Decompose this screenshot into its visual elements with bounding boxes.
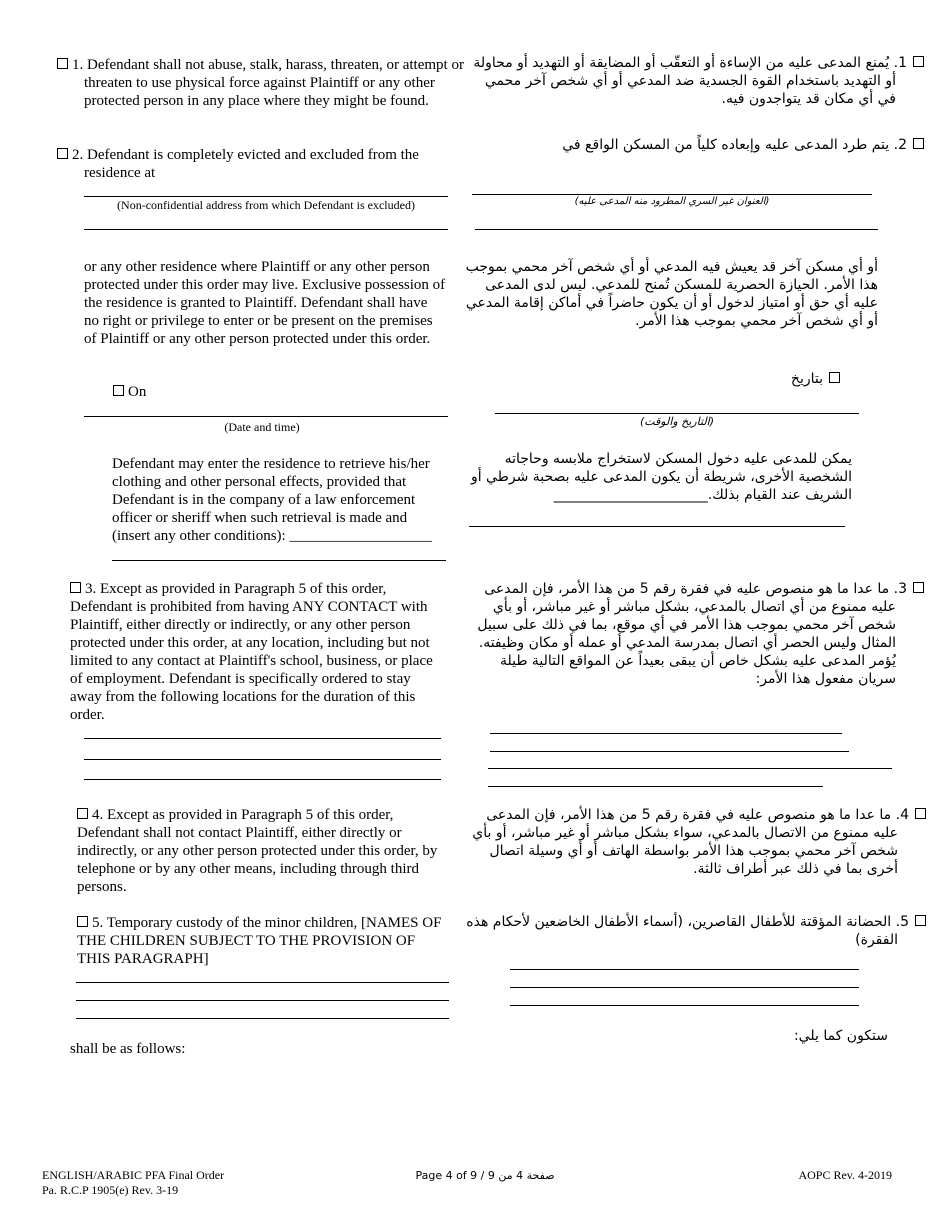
date-caption-en: (Date and time)	[224, 420, 300, 434]
paragraph-3-checkbox-ar[interactable]	[913, 582, 924, 593]
locations-line-ar-2[interactable]	[490, 751, 849, 752]
paragraph-4-checkbox-en[interactable]	[77, 808, 88, 819]
address-caption-en: (Non-confidential address from which Defendant is excluded)	[117, 198, 415, 212]
footer-rule: Pa. R.C.P 1905(e) Rev. 3-19	[42, 1183, 179, 1197]
paragraph-4-text-ar: 4. ما عدا ما هو منصوص عليه في فقرة رقم 5 من هذا الأمر، فإن المدعى عليه ممنوع من الاتصال بالمدعي، سواء بشكل مباشر أو غير مباشر، أو بأي شخص آخر محمي بموجب هذا الأمر بواسطة الهاتف أو أي وسيلة اتصال أخرى بما في ذلك عبر أطراف ثالثة.	[472, 807, 909, 877]
follows-text-ar: ستكون كما يلي:	[793, 1028, 888, 1044]
paragraph-5-checkbox-en[interactable]	[77, 916, 88, 927]
paragraph-3-checkbox-en[interactable]	[70, 582, 81, 593]
on-date-ar	[740, 370, 840, 388]
date-line-ar[interactable]	[495, 413, 859, 414]
paragraph-4-text-en: 4. Except as provided in Paragraph 5 of this order, Defendant shall not contact Plaintiff, either directly or indirectly, or any other person protected under this order, by telephone or by any other means, including through third persons.	[77, 807, 438, 895]
paragraph-3-arabic	[462, 580, 924, 688]
paragraph-2-checkbox-en[interactable]	[57, 148, 68, 159]
children-line-ar-3[interactable]	[510, 1005, 859, 1006]
address-line-ar-2[interactable]	[475, 229, 878, 230]
on-date-checkbox-en[interactable]	[113, 385, 124, 396]
paragraph-4-english	[77, 806, 446, 896]
retrieve-line-en[interactable]	[112, 560, 446, 561]
footer-form-name: ENGLISH/ARABIC PFA Final Order	[42, 1168, 225, 1182]
on-date-label-ar: بتاريخ	[790, 371, 823, 387]
address-line-en[interactable]	[84, 196, 448, 197]
locations-line-en-3[interactable]	[84, 779, 441, 780]
footer-page-number: Page 4 of 9 / 9 صفحة 4 من	[415, 1169, 555, 1182]
children-line-ar-1[interactable]	[510, 969, 859, 970]
paragraph-5-text-ar: 5. الحضانة المؤقتة للأطفال القاصرين، (أسماء الأطفال الخاضعين لأحكام هذه الفقرة)	[466, 914, 909, 948]
paragraph-5-text-en: 5. Temporary custody of the minor children, [NAMES OF THE CHILDREN SUBJECT TO THE PROVISION OF THIS PARAGRAPH]	[77, 915, 442, 967]
locations-line-ar-3[interactable]	[488, 768, 892, 769]
paragraph-2-text-ar: 2. يتم طرد المدعى عليه وإبعاده كلياً من المسكن الواقع في	[562, 137, 907, 153]
retrieve-text-ar: يمكن للمدعى عليه دخول المسكن لاستخراج ملابسه وحاجاته الشخصية الأخرى، شريطة أن يكون المدعى عليه بصحبة شرطي أو الشريف عند القيام بذلك.______________________	[470, 451, 852, 503]
paragraph-1-english	[57, 56, 479, 110]
locations-line-ar-1[interactable]	[490, 733, 842, 734]
paragraph-5-arabic	[462, 913, 926, 949]
follows-text-en: shall be as follows:	[70, 1041, 186, 1057]
address-caption-ar: (العنوان غير السري المطرود منه المدعى عليه)	[574, 196, 770, 207]
paragraph-2-checkbox-ar[interactable]	[913, 138, 924, 149]
paragraph-1-text-en: 1. Defendant shall not abuse, stalk, harass, threaten, or attempt or threaten to use physical force against Plaintiff or any other protected person in any place where they might be found.	[72, 57, 464, 109]
retrieve-line-ar[interactable]	[469, 526, 845, 527]
paragraph-3-text-ar: 3. ما عدا ما هو منصوص عليه في فقرة رقم 5 من هذا الأمر، فإن المدعى عليه ممنوع من أي اتصال بالمدعي، بشكل مباشر أو غير مباشر، أو بأي شخص آخر محمي بموجب هذا الأمر في أي موقع، بما في ذلك على سبيل المثال وليس الحصر أي اتصال بمدرسة المدعي أو عمله أو مكان وظيفته. يُؤمر المدعى عليه بشكل خاص أن يبقى بعيداً عن المواقع التالية طيلة سريان مفعول هذا الأمر:	[477, 581, 907, 687]
residence-text-ar: أو أي مسكن آخر قد يعيش فيه المدعي أو أي شخص آخر محمي بموجب هذا الأمر. الحيازة الحصرية للمسكن تُمنح للمدعي. ليس لدى المدعى عليه أي حق أو امتياز لدخول أو أن يكون حاضراً في أماكن إقامة المدعي أو أي شخص آخر محمي بموجب هذا الأمر.	[465, 259, 878, 329]
on-date-checkbox-ar[interactable]	[829, 372, 840, 383]
paragraph-4-arabic	[462, 806, 926, 878]
children-line-en-3[interactable]	[76, 1018, 449, 1019]
on-date-label-en: On	[128, 384, 147, 400]
paragraph-5-checkbox-ar[interactable]	[915, 915, 926, 926]
locations-line-ar-4[interactable]	[488, 786, 823, 787]
paragraph-4-checkbox-ar[interactable]	[915, 808, 926, 819]
children-line-ar-2[interactable]	[510, 987, 859, 988]
paragraph-1-arabic	[470, 54, 924, 108]
paragraph-3-text-en: 3. Except as provided in Paragraph 5 of this order, Defendant is prohibited from having ANY CONTACT with Plaintiff, either directly or indirectly, or any other person protected under this order, at any location, including but not limited to any contact at Plaintiff's school, business, or place of employment. Defendant is specifically ordered to stay away from the following locations for the duration of this order.	[70, 581, 433, 723]
paragraph-3-english	[70, 580, 446, 724]
children-line-en-2[interactable]	[76, 1000, 449, 1001]
on-date-en	[113, 383, 213, 401]
paragraph-2-english	[57, 146, 479, 182]
address-line-en-2[interactable]	[84, 229, 448, 230]
paragraph-2-arabic	[470, 136, 924, 154]
footer-revision: AOPC Rev. 4-2019	[798, 1168, 892, 1182]
date-caption-ar: (التاريخ والوقت)	[639, 415, 715, 428]
locations-line-en-2[interactable]	[84, 759, 441, 760]
residence-text-en: or any other residence where Plaintiff or any other person protected under this order may live. Exclusive possession of the residence is granted to Plaintiff. Defendant shall have no right or privilege to enter or be present on the premises of Plaintiff or any other person protected under this order.	[84, 259, 446, 347]
date-line-en[interactable]	[84, 416, 448, 417]
locations-line-en-1[interactable]	[84, 738, 441, 739]
paragraph-2-text-en: 2. Defendant is completely evicted and excluded from the residence at	[72, 147, 419, 181]
paragraph-1-checkbox-ar[interactable]	[913, 56, 924, 67]
address-line-ar[interactable]	[472, 194, 872, 195]
retrieve-text-en: Defendant may enter the residence to retrieve his/her clothing and other personal effects, provided that Defendant is in the company of a law enforcement officer or sheriff when such retrieval is made and (insert any other conditions): ___________________	[112, 456, 432, 544]
paragraph-5-english	[77, 914, 446, 968]
children-line-en-1[interactable]	[76, 982, 449, 983]
paragraph-1-text-ar: 1. يُمنع المدعى عليه من الإساءة أو التعقّب أو المضايقة أو التهديد أو محاولة أو التهديد باستخدام القوة الجسدية ضد المدعي أو أي شخص آخر محمي في أي مكان قد يتواجدون فيه.	[473, 55, 907, 107]
paragraph-1-checkbox-en[interactable]	[57, 58, 68, 69]
